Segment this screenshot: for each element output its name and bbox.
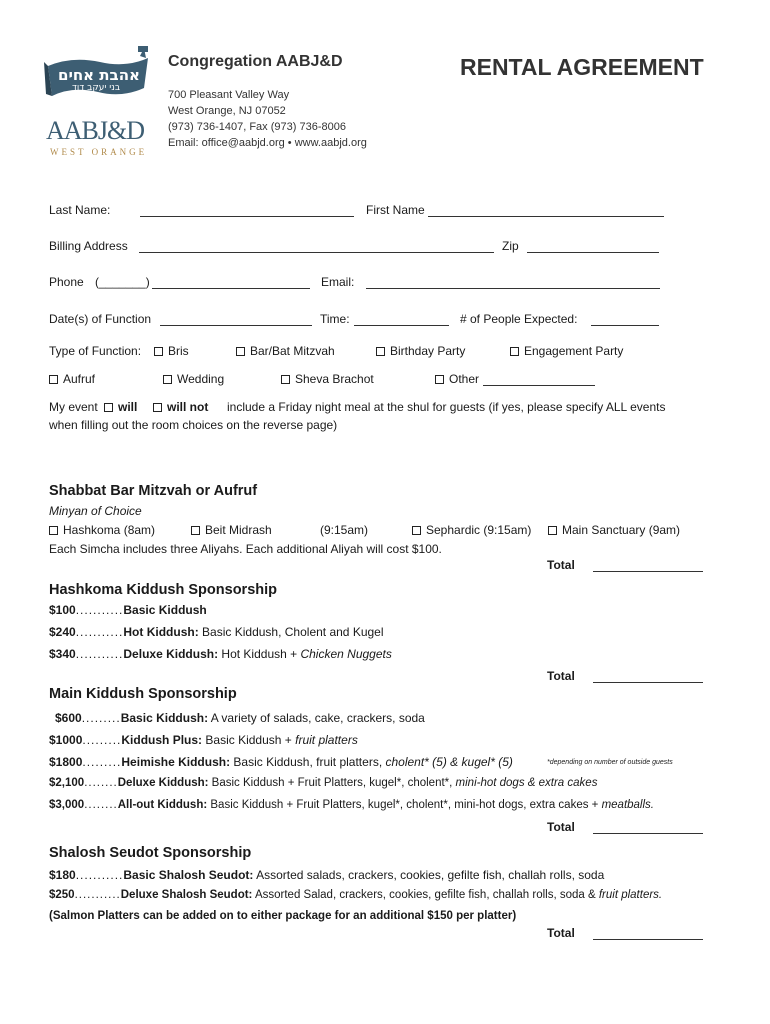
type-wedding-label: Wedding — [177, 372, 225, 386]
shalosh-item — [49, 889, 662, 901]
minyan-hashkoma-checkbox[interactable] — [49, 523, 155, 537]
item-dots: ........... — [75, 647, 124, 661]
checkbox-icon — [510, 347, 519, 356]
org-name: Congregation AABJ&D — [168, 53, 343, 70]
item-price: $340 — [49, 647, 76, 661]
minyan-main-sanctuary-checkbox[interactable] — [548, 523, 680, 537]
dates-field[interactable] — [160, 314, 312, 326]
item-name: Basic Kiddush — [123, 603, 207, 617]
main-kiddush-item — [49, 799, 654, 811]
org-address-2: West Orange, NJ 07052 — [168, 105, 286, 117]
item-price: $180 — [49, 868, 76, 882]
item-dots: ......... — [82, 755, 122, 769]
document-title: RENTAL AGREEMENT — [460, 54, 704, 80]
event-will-not-checkbox[interactable] — [153, 400, 208, 414]
item-price: $600 — [55, 711, 82, 725]
checkbox-icon — [154, 347, 163, 356]
logo-hebrew-top: אהבת אחים — [58, 66, 140, 84]
event-will-label: will — [118, 400, 138, 414]
item-name: All-out Kiddush: — [117, 799, 208, 811]
phone-label: Phone — [49, 275, 84, 289]
org-address-1: 700 Pleasant Valley Way — [168, 89, 290, 101]
salmon-note: (Salmon Platters can be added on to either package for an additional $150 per platter) — [49, 910, 517, 922]
hashkoma-total-label: Total — [547, 669, 575, 683]
checkbox-icon — [49, 375, 58, 384]
checkbox-icon — [163, 375, 172, 384]
type-bris-checkbox[interactable] — [154, 344, 189, 358]
main-kiddush-total-field[interactable] — [593, 822, 703, 834]
item-dots: ........... — [75, 625, 124, 639]
item-desc: Basic Kiddush, Cholent and Kugel — [198, 625, 384, 639]
type-wedding-checkbox[interactable] — [163, 372, 224, 386]
item-italic: fruit platters — [295, 733, 358, 747]
email-label: Email: — [321, 275, 355, 289]
time-field[interactable] — [354, 314, 449, 326]
type-other-field[interactable] — [483, 374, 595, 386]
type-aufruf-label: Aufruf — [63, 372, 96, 386]
dates-label: Date(s) of Function — [49, 312, 152, 326]
last-name-field[interactable] — [140, 205, 354, 217]
event-prefix: My event — [49, 400, 98, 414]
item-italic: Chicken Nuggets — [300, 647, 392, 661]
hashkoma-item — [49, 625, 384, 639]
minyan-beit-midrash-label: Beit Midrash — [205, 523, 272, 537]
item-italic: meatballs. — [601, 799, 654, 811]
shalosh-item — [49, 868, 604, 882]
checkbox-icon — [548, 526, 557, 535]
item-name: Deluxe Kiddush: — [117, 777, 209, 789]
checkbox-icon — [376, 347, 385, 356]
time-label: Time: — [320, 312, 350, 326]
org-phone: (973) 736-1407, Fax (973) 736-8006 — [168, 121, 346, 133]
hashkoma-item — [49, 647, 392, 661]
item-dots: ......... — [82, 733, 122, 747]
phone-number-field[interactable] — [152, 277, 310, 289]
type-bris-label: Bris — [168, 344, 189, 358]
shalosh-total-field[interactable] — [593, 928, 703, 940]
phone-area-code-field[interactable]: (_______) — [95, 275, 150, 289]
item-name: Deluxe Kiddush: — [123, 647, 219, 661]
item-name: Basic Kiddush: — [120, 711, 209, 725]
item-name: Hot Kiddush: — [123, 625, 199, 639]
first-name-field[interactable] — [428, 205, 664, 217]
item-name: Heimishe Kiddush: — [121, 755, 231, 769]
logo-subtitle: WEST ORANGE — [50, 147, 148, 157]
minyan-beit-midrash-checkbox[interactable] — [191, 523, 272, 537]
item-desc: Assorted salads, crackers, cookies, gefilte fish, challah rolls, soda — [253, 868, 605, 882]
checkbox-icon — [153, 403, 162, 412]
type-birthday-label: Birthday Party — [390, 344, 466, 358]
logo-hebrew-bottom: בני יעקב דוד — [72, 83, 121, 93]
event-description-line2: when filling out the room choices on the reverse page) — [49, 418, 338, 432]
people-field[interactable] — [591, 314, 659, 326]
type-engagement-checkbox[interactable] — [510, 344, 623, 358]
checkbox-icon — [191, 526, 200, 535]
item-desc: Basic Kiddush + Fruit Platters, kugel*, cholent*, mini-hot dogs, extra cakes + — [207, 799, 602, 811]
type-sheva-checkbox[interactable] — [281, 372, 374, 386]
item-dots: ........... — [74, 889, 121, 901]
minyan-sephardic-label: Sephardic (9:15am) — [426, 523, 532, 537]
last-name-label: Last Name: — [49, 203, 111, 217]
shalosh-total-label: Total — [547, 926, 575, 940]
minyan-beit-midrash-time: (9:15am) — [320, 523, 369, 537]
item-name: Deluxe Shalosh Seudot: — [120, 889, 253, 901]
item-dots: ........ — [84, 777, 118, 789]
item-price: $2,100 — [49, 777, 85, 789]
event-will-not-label: will not — [167, 400, 209, 414]
item-desc: Assorted Salad, crackers, cookies, gefilte fish, challah rolls, soda & — [252, 889, 599, 901]
main-kiddush-total-label: Total — [547, 820, 575, 834]
shabbat-total-label: Total — [547, 558, 575, 572]
item-price: $1000 — [49, 733, 83, 747]
type-of-function-label: Type of Function: — [49, 344, 142, 358]
item-price: $250 — [49, 889, 75, 901]
minyan-main-sanctuary-label: Main Sanctuary (9am) — [562, 523, 681, 537]
checkbox-icon — [236, 347, 245, 356]
item-italic: mini-hot dogs & extra cakes — [455, 777, 598, 789]
congregation-logo — [42, 44, 154, 160]
item-dots: ........ — [84, 799, 118, 811]
item-dots: ........... — [75, 603, 124, 617]
item-price: $3,000 — [49, 799, 85, 811]
first-name-label: First Name — [366, 203, 425, 217]
main-kiddush-item — [49, 755, 513, 769]
checkbox-icon — [412, 526, 421, 535]
checkbox-icon — [104, 403, 113, 412]
item-italic: cholent* (5) & kugel* (5) — [385, 755, 513, 769]
main-kiddush-footnote: *depending on number of outside guests — [547, 759, 673, 766]
item-desc: Basic Kiddush, fruit platters, — [230, 755, 386, 769]
type-engagement-label: Engagement Party — [524, 344, 624, 358]
shabbat-total-field[interactable] — [593, 560, 703, 572]
hashkoma-total-field[interactable] — [593, 671, 703, 683]
type-barbat-label: Bar/Bat Mitzvah — [250, 344, 335, 358]
item-price: $100 — [49, 603, 76, 617]
item-name: Basic Shalosh Seudot: — [123, 868, 254, 882]
type-barbat-checkbox[interactable] — [236, 344, 335, 358]
event-description: include a Friday night meal at the shul for guests (if yes, please specify ALL events — [227, 400, 666, 414]
hashkoma-section-title: Hashkoma Kiddush Sponsorship — [49, 582, 277, 598]
aliyah-note: Each Simcha includes three Aliyahs. Each additional Aliyah will cost $100. — [49, 542, 442, 556]
minyan-sephardic-checkbox[interactable] — [412, 523, 531, 537]
billing-address-field[interactable] — [139, 241, 494, 253]
type-sheva-label: Sheva Brachot — [295, 372, 374, 386]
item-desc: Basic Kiddush + Fruit Platters, kugel*, cholent*, — [208, 777, 456, 789]
event-will-checkbox[interactable] — [104, 400, 137, 414]
item-desc: Hot Kiddush + — [218, 647, 301, 661]
zip-label: Zip — [502, 239, 519, 253]
shalosh-section-title: Shalosh Seudot Sponsorship — [49, 845, 252, 861]
main-kiddush-item — [49, 733, 358, 747]
checkbox-icon — [435, 375, 444, 384]
email-field[interactable] — [366, 277, 660, 289]
logo-letters: AABJ&D — [46, 116, 145, 145]
shabbat-section-title: Shabbat Bar Mitzvah or Aufruf — [49, 483, 258, 499]
main-kiddush-item — [49, 777, 597, 789]
type-other-checkbox[interactable] — [435, 372, 479, 386]
minyan-hashkoma-label: Hashkoma (8am) — [63, 523, 156, 537]
item-dots: ........... — [75, 868, 124, 882]
hashkoma-item — [49, 603, 207, 617]
checkbox-icon — [281, 375, 290, 384]
item-name: Kiddush Plus: — [121, 733, 203, 747]
item-desc: A variety of salads, cake, crackers, soda — [208, 711, 425, 725]
type-other-label: Other — [449, 372, 480, 386]
billing-address-label: Billing Address — [49, 239, 128, 253]
main-kiddush-item — [55, 711, 425, 725]
item-dots: ......... — [81, 711, 121, 725]
item-italic: fruit platters. — [598, 889, 663, 901]
item-price: $240 — [49, 625, 76, 639]
type-birthday-checkbox[interactable] — [376, 344, 465, 358]
item-price: $1800 — [49, 755, 83, 769]
org-email: Email: office@aabjd.org • www.aabjd.org — [168, 137, 367, 149]
type-aufruf-checkbox[interactable] — [49, 372, 95, 386]
main-kiddush-section-title: Main Kiddush Sponsorship — [49, 686, 237, 702]
minyan-label: Minyan of Choice — [49, 504, 142, 518]
zip-field[interactable] — [527, 241, 659, 253]
people-label: # of People Expected: — [460, 312, 578, 326]
checkbox-icon — [49, 526, 58, 535]
item-desc: Basic Kiddush + — [202, 733, 296, 747]
